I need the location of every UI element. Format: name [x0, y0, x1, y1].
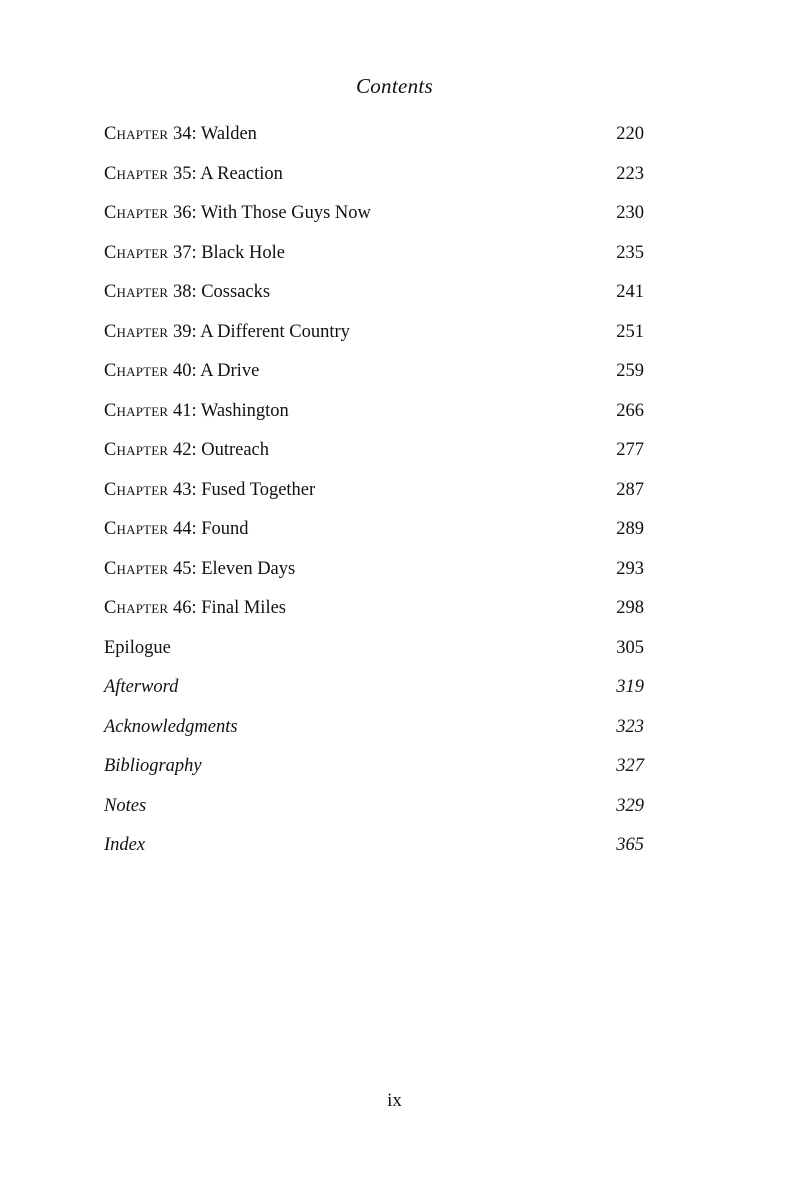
- entry-title: Chapter 42: Outreach: [104, 440, 269, 460]
- entry-title: Chapter 37: Black Hole: [104, 242, 285, 263]
- entry-title: Epilogue: [104, 637, 171, 658]
- page-number: 305: [616, 637, 644, 658]
- chapter-number: 38: [172, 282, 192, 302]
- toc-entry-chapter-35: [104, 164, 644, 204]
- chapter-label: Chapter: [104, 400, 169, 421]
- chapter-number: 37: [172, 242, 192, 263]
- page-number: 293: [616, 558, 644, 579]
- toc-entry-afterword: [104, 677, 644, 717]
- toc-entry-chapter-44: [104, 519, 644, 559]
- chapter-title: A Reaction: [200, 163, 283, 184]
- page-number: 323: [616, 716, 644, 737]
- chapter-title: Final Miles: [201, 598, 286, 618]
- chapter-label: Chapter: [104, 163, 169, 184]
- chapter-number: 40: [172, 361, 192, 381]
- page-number: 251: [616, 321, 644, 342]
- chapter-title: Washington: [200, 400, 289, 421]
- toc-entry-chapter-41: [104, 401, 644, 441]
- chapter-title: Fused Together: [201, 479, 316, 500]
- chapter-label: Chapter: [104, 598, 169, 618]
- chapter-number: 34: [172, 124, 192, 144]
- chapter-number: 44: [172, 519, 192, 539]
- toc-entry-chapter-40: [104, 361, 644, 401]
- chapter-title: With Those Guys Now: [200, 203, 371, 223]
- entry-title: Chapter 44: Found: [104, 519, 249, 539]
- entry-title: Chapter 43: Fused Together: [104, 479, 316, 500]
- chapter-number: 39: [172, 321, 192, 342]
- page-number: 319: [616, 677, 644, 697]
- entry-title: Chapter 40: A Drive: [104, 361, 260, 381]
- chapter-label: Chapter: [104, 124, 169, 144]
- entry-title: Chapter 46: Final Miles: [104, 598, 286, 618]
- chapter-number: 46: [172, 598, 192, 618]
- entry-title: Notes: [104, 795, 147, 816]
- page-number: 327: [616, 756, 644, 776]
- page-number: 230: [616, 203, 644, 223]
- toc-entry-chapter-34: [104, 124, 644, 164]
- entry-title: Chapter 45: Eleven Days: [104, 558, 296, 579]
- page-number: 266: [616, 400, 644, 421]
- chapter-title: A Drive: [200, 361, 260, 381]
- page-number: 241: [616, 282, 644, 302]
- toc-entry-epilogue: [104, 638, 644, 678]
- chapter-label: Chapter: [104, 479, 169, 500]
- toc-entry-notes: [104, 796, 644, 836]
- entry-title: Index: [104, 835, 146, 855]
- chapter-label: Chapter: [104, 203, 169, 223]
- toc-entry-acknowledgments: [104, 717, 644, 757]
- page-number: 277: [616, 440, 644, 460]
- chapter-number: 45: [172, 558, 192, 579]
- entry-title: Chapter 39: A Different Country: [104, 321, 350, 342]
- entry-title: Bibliography: [104, 756, 202, 776]
- page-title: Contents: [355, 74, 434, 98]
- toc-entry-bibliography: [104, 756, 644, 796]
- page-number: 287: [616, 479, 644, 500]
- entry-title: Acknowledgments: [104, 716, 238, 737]
- chapter-label: Chapter: [104, 558, 169, 579]
- chapter-label: Chapter: [104, 321, 169, 342]
- toc-entry-chapter-45: [104, 559, 644, 599]
- page-number: 235: [616, 242, 644, 263]
- page-number: 259: [616, 361, 644, 381]
- chapter-title: Black Hole: [201, 242, 285, 263]
- toc-entry-chapter-43: [104, 480, 644, 520]
- chapter-title: A Different Country: [200, 321, 350, 342]
- entry-title: Chapter 38: Cossacks: [104, 282, 271, 302]
- chapter-title: Found: [201, 519, 249, 539]
- chapter-label: Chapter: [104, 519, 169, 539]
- chapter-number: 43: [172, 479, 192, 500]
- chapter-title: Walden: [200, 124, 257, 144]
- chapter-title: Eleven Days: [201, 558, 296, 579]
- entry-title: Chapter 41: Washington: [104, 400, 289, 421]
- page-number: 289: [616, 519, 644, 539]
- entry-title: Chapter 35: A Reaction: [104, 163, 283, 184]
- chapter-title: Cossacks: [201, 282, 271, 302]
- chapter-title: Outreach: [201, 440, 269, 460]
- toc-entry-chapter-42: [104, 440, 644, 480]
- chapter-number: 36: [172, 203, 192, 223]
- chapter-label: Chapter: [104, 242, 169, 263]
- page-number: 365: [616, 835, 644, 855]
- entry-title: Chapter 34: Walden: [104, 124, 257, 144]
- toc-entry-chapter-38: [104, 282, 644, 322]
- page-number: 329: [616, 795, 644, 816]
- chapter-number: 42: [172, 440, 192, 460]
- toc-entry-index: [104, 835, 644, 875]
- chapter-label: Chapter: [104, 440, 169, 460]
- chapter-number: 35: [172, 163, 192, 184]
- toc-entry-chapter-39: [104, 322, 644, 362]
- chapter-label: Chapter: [104, 282, 169, 302]
- chapter-label: Chapter: [104, 361, 169, 381]
- page-number: 298: [616, 598, 644, 618]
- page-folio: ix: [387, 1090, 402, 1111]
- page-number: 223: [616, 163, 644, 184]
- entry-title: Afterword: [104, 677, 179, 697]
- chapter-number: 41: [172, 400, 192, 421]
- table-of-contents: [104, 124, 644, 875]
- toc-entry-chapter-37: [104, 243, 644, 283]
- toc-entry-chapter-46: [104, 598, 644, 638]
- page-number: 220: [616, 124, 644, 144]
- entry-title: Chapter 36: With Those Guys Now: [104, 203, 371, 223]
- toc-entry-chapter-36: [104, 203, 644, 243]
